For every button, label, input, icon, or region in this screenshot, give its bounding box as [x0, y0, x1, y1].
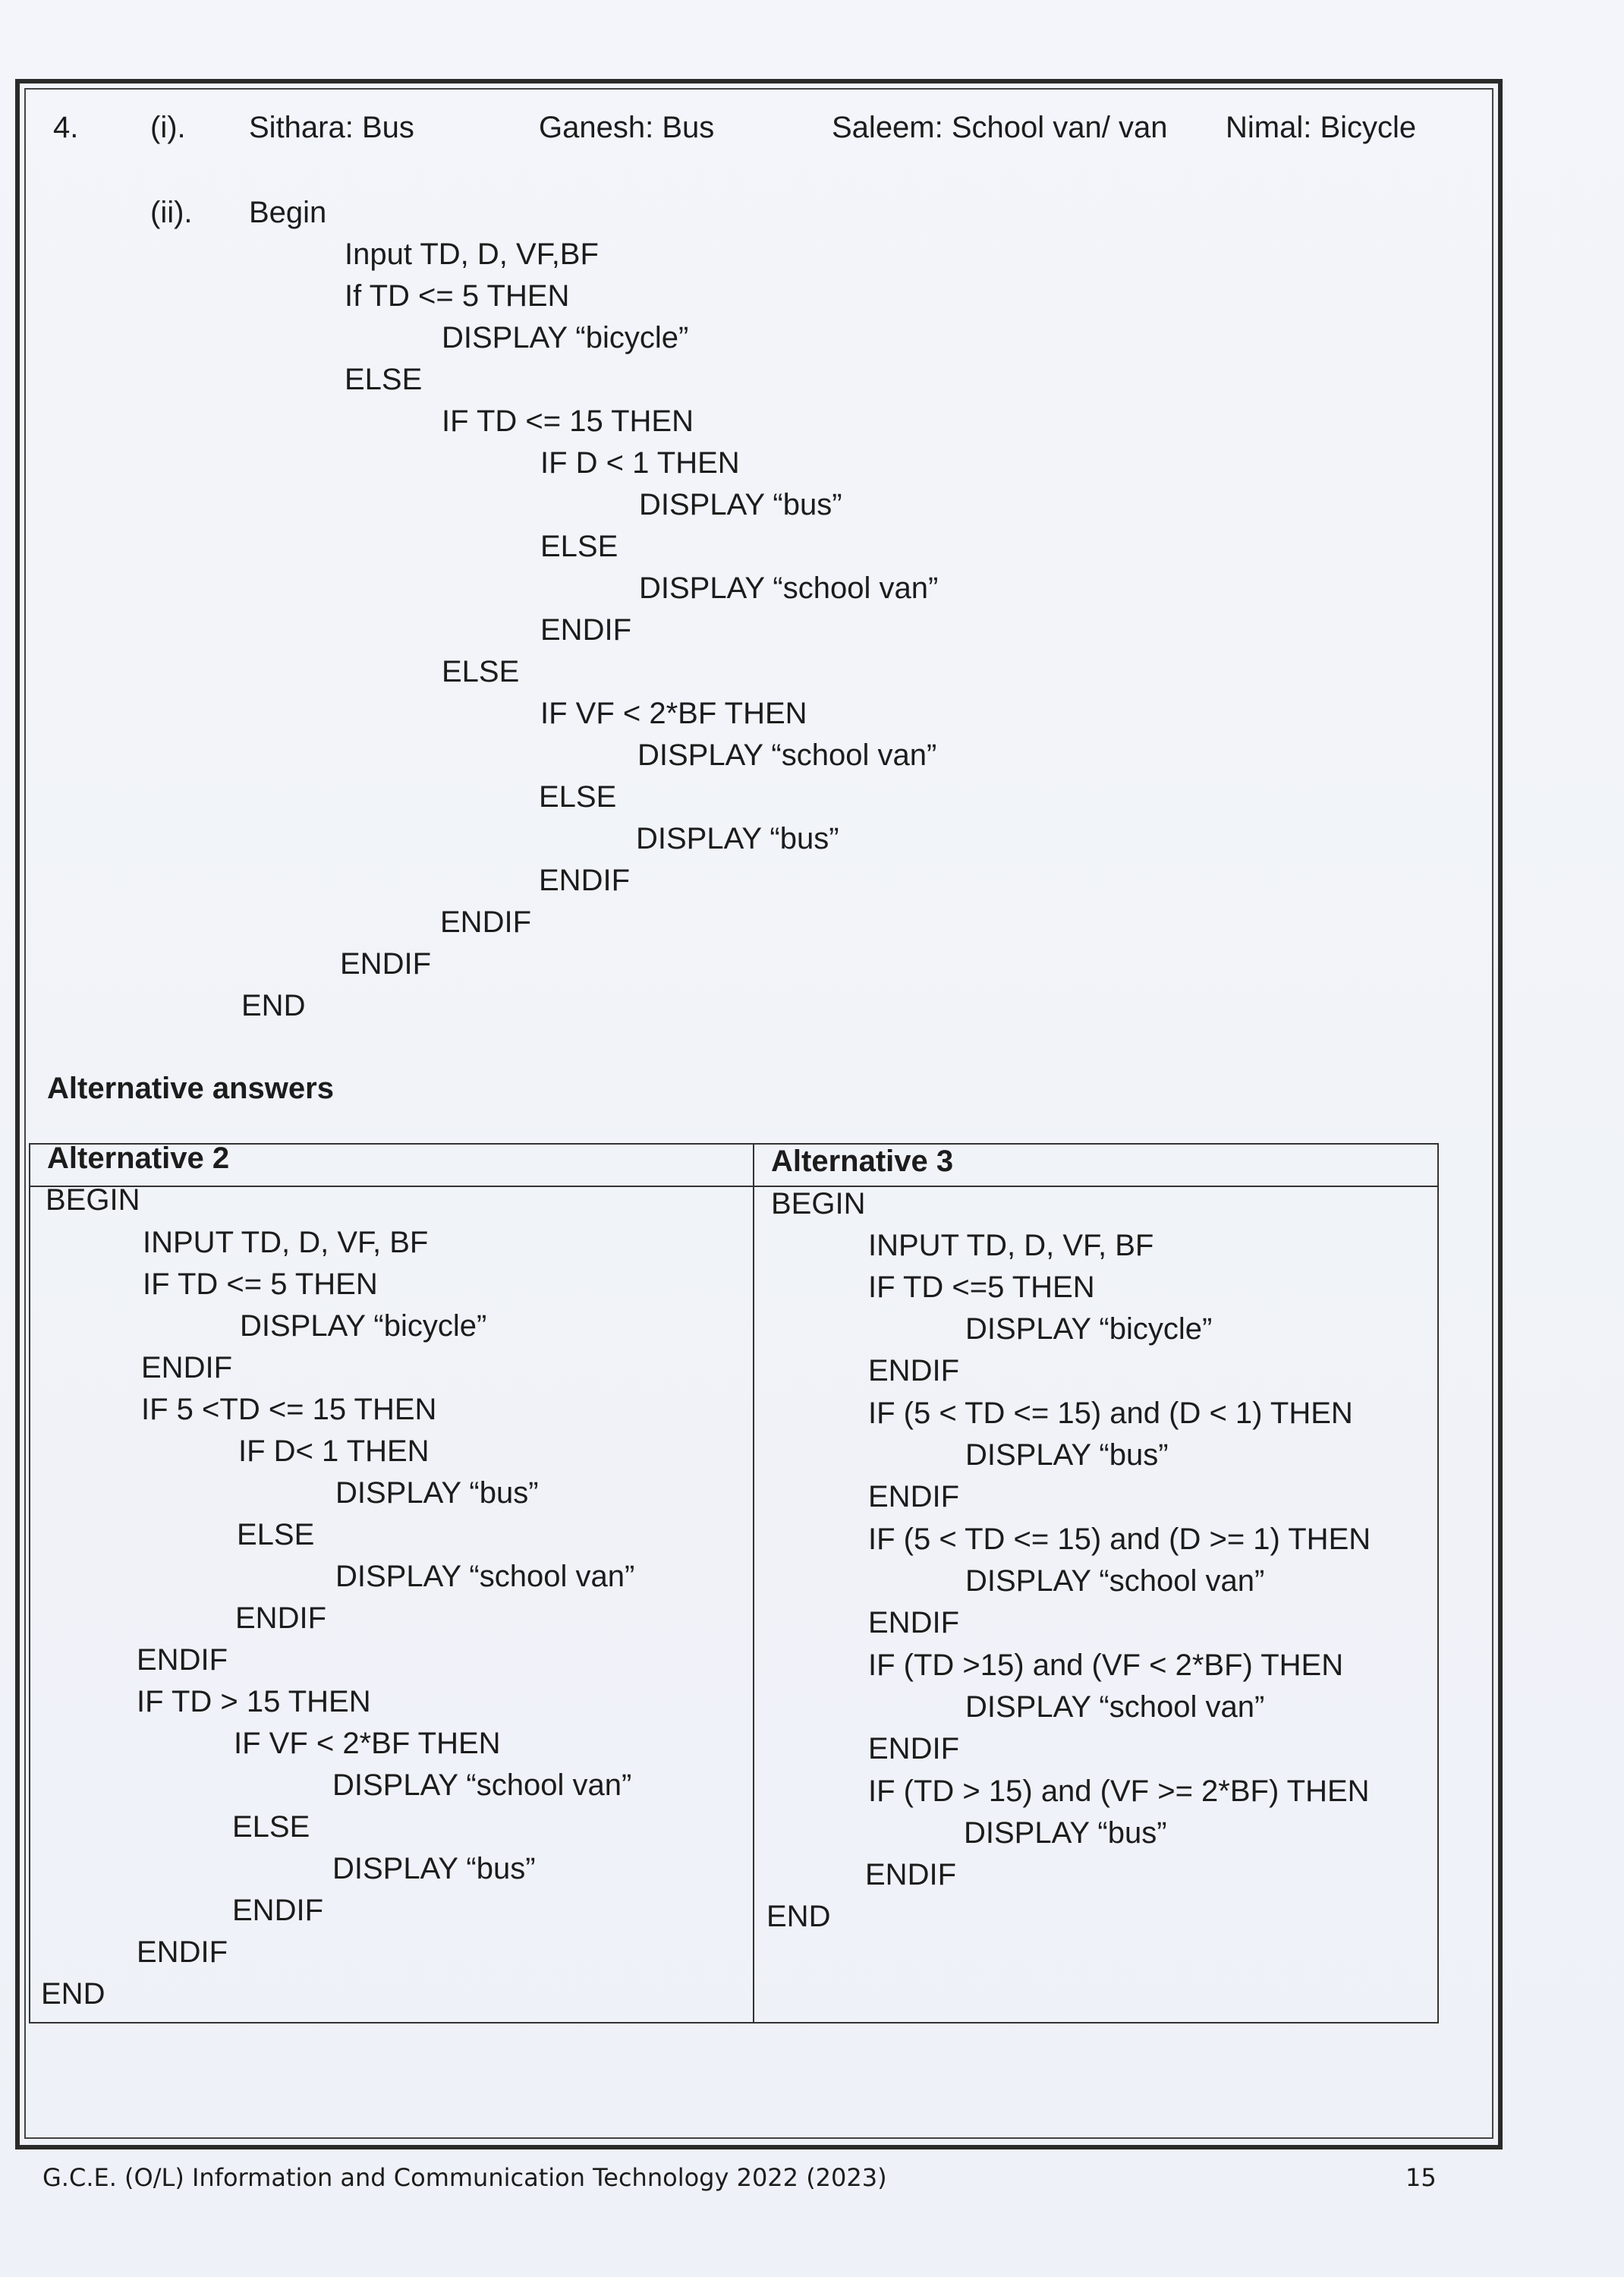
code-line: DISPLAY “bicycle” — [442, 321, 689, 354]
alt3-code-line: DISPLAY “school van” — [965, 1564, 1265, 1598]
alt2-code-line: END — [41, 1977, 105, 2011]
alt3-code-line: IF (TD > 15) and (VF >= 2*BF) THEN — [868, 1775, 1370, 1808]
alt3-code-line: END — [766, 1900, 831, 1933]
alt2-code-line: ENDIF — [141, 1351, 232, 1384]
answer-saleem: Saleem: School van/ van — [832, 111, 1168, 144]
answer-sithara: Sithara: Bus — [249, 111, 414, 144]
answer-nimal: Nimal: Bicycle — [1226, 111, 1417, 144]
table-column-divider — [753, 1145, 754, 2022]
alt3-code-line: IF (5 < TD <= 15) and (D >= 1) THEN — [868, 1523, 1371, 1556]
alt2-code-line: IF VF < 2*BF THEN — [234, 1727, 501, 1760]
alt3-code-line: ENDIF — [868, 1480, 959, 1513]
alt2-code-line: ENDIF — [232, 1894, 323, 1927]
alt3-code-line: IF (5 < TD <= 15) and (D < 1) THEN — [868, 1397, 1353, 1430]
alt2-code-line: ELSE — [232, 1810, 310, 1844]
code-line: IF D < 1 THEN — [540, 446, 740, 480]
alt2-code-line: ELSE — [237, 1518, 315, 1551]
alt2-code-line: ENDIF — [137, 1935, 228, 1969]
alt2-code-line: ENDIF — [235, 1601, 326, 1635]
code-line: DISPLAY “bus” — [639, 488, 842, 521]
page-number: 15 — [1405, 2163, 1437, 2192]
code-line: If TD <= 5 THEN — [345, 279, 570, 313]
code-line: ELSE — [442, 655, 520, 688]
alt2-code-line: DISPLAY “bicycle” — [240, 1309, 487, 1343]
alt2-code-line: DISPLAY “bus” — [335, 1476, 539, 1510]
code-line: ELSE — [539, 780, 617, 814]
alt2-code-line: IF TD <= 5 THEN — [143, 1268, 378, 1301]
alt3-title: Alternative 3 — [771, 1145, 954, 1178]
code-line: END — [241, 989, 306, 1022]
alt2-title: Alternative 2 — [47, 1142, 230, 1175]
alt3-code-line: ENDIF — [868, 1354, 959, 1387]
alt3-code-line: DISPLAY “school van” — [965, 1690, 1265, 1724]
alt3-code-line: ENDIF — [868, 1732, 959, 1765]
alt2-code-line: DISPLAY “school van” — [335, 1560, 635, 1593]
alt2-code-line: IF TD > 15 THEN — [137, 1685, 371, 1718]
alt2-code-line: ENDIF — [137, 1643, 228, 1677]
code-line: IF TD <= 15 THEN — [442, 405, 694, 438]
answer-ganesh: Ganesh: Bus — [539, 111, 715, 144]
alt3-code-line: IF TD <=5 THEN — [868, 1271, 1095, 1304]
alt2-code-line: DISPLAY “school van” — [332, 1768, 632, 1802]
part-ii-label: (ii). — [150, 196, 193, 229]
code-line: ENDIF — [539, 864, 630, 897]
code-line: ELSE — [540, 530, 618, 563]
table-header-divider — [30, 1186, 1437, 1187]
alt2-code-line: BEGIN — [46, 1183, 140, 1217]
footer-text: G.C.E. (O/L) Information and Communication Technology 2022 (2023) — [42, 2163, 887, 2192]
alt2-code-line: DISPLAY “bus” — [332, 1852, 536, 1885]
alt3-code-line: BEGIN — [771, 1187, 866, 1220]
part-i-label: (i). — [150, 111, 186, 144]
code-line: ELSE — [345, 363, 423, 396]
code-line: DISPLAY “school van” — [639, 572, 939, 605]
alt3-code-line: ENDIF — [865, 1858, 956, 1891]
code-line: Input TD, D, VF,BF — [345, 238, 599, 271]
code-line: DISPLAY “school van” — [637, 739, 937, 772]
question-number: 4. — [53, 111, 79, 144]
alternatives-heading: Alternative answers — [47, 1072, 334, 1105]
code-line: ENDIF — [440, 905, 531, 939]
alt2-code-line: IF D< 1 THEN — [238, 1435, 430, 1468]
alt3-code-line: INPUT TD, D, VF, BF — [868, 1229, 1154, 1262]
alt3-code-line: ENDIF — [868, 1606, 959, 1639]
code-line: DISPLAY “bus” — [636, 822, 839, 855]
alt2-code-line: IF 5 <TD <= 15 THEN — [141, 1393, 437, 1426]
code-line: IF VF < 2*BF THEN — [540, 697, 807, 730]
alt3-code-line: DISPLAY “bus” — [964, 1816, 1167, 1850]
code-line: ENDIF — [540, 613, 631, 647]
alt3-code-line: DISPLAY “bus” — [965, 1438, 1169, 1472]
alt3-code-line: IF (TD >15) and (VF < 2*BF) THEN — [868, 1649, 1344, 1682]
code-line: Begin — [249, 196, 327, 229]
alt2-code-line: INPUT TD, D, VF, BF — [143, 1226, 429, 1259]
code-line: ENDIF — [340, 947, 431, 981]
alt3-code-line: DISPLAY “bicycle” — [965, 1312, 1213, 1346]
